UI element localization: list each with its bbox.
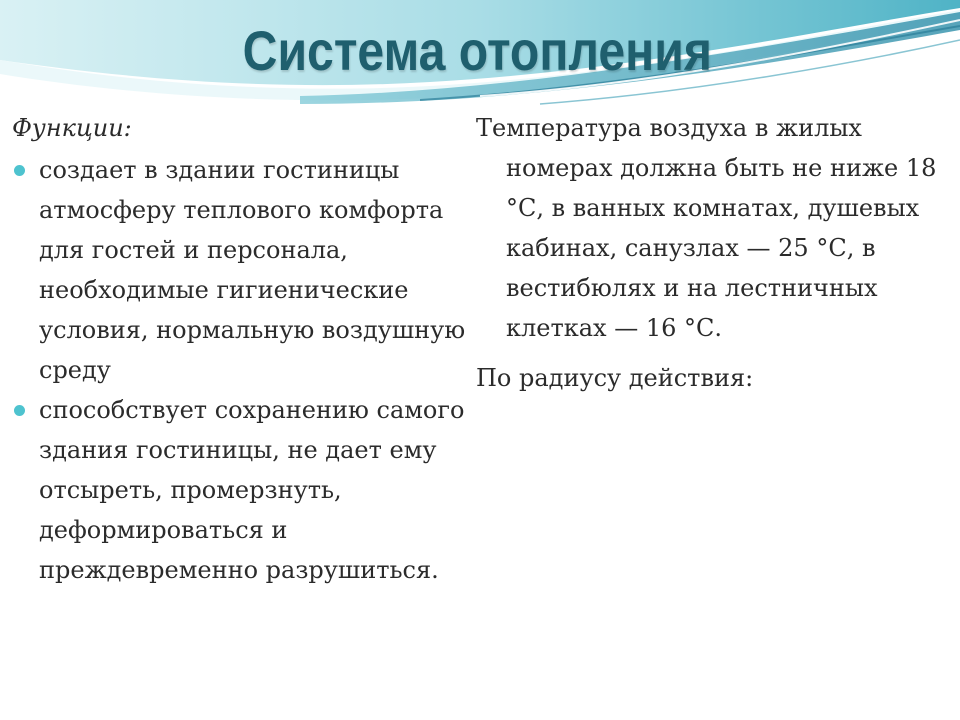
bullet-dot-icon <box>14 165 25 176</box>
radius-paragraph: По радиусу действия: <box>476 364 754 392</box>
functions-list <box>12 150 472 590</box>
functions-heading: Функции: <box>12 114 132 142</box>
functions-column <box>12 108 472 590</box>
bullet-text: способствует сохранению самого здания гостиницы, не дает ему отсыреть, промерзнуть, деформироваться и преждевременно разрушиться. <box>39 396 465 584</box>
bullet-dot-icon <box>14 405 25 416</box>
list-item <box>12 150 472 390</box>
slide-title: Система отопления <box>242 19 712 82</box>
list-item <box>12 390 472 590</box>
bullet-text: создает в здании гостиницы атмосферу теплового комфорта для гостей и персонала, необходимые гигиенические условия, нормальную воздушную среду <box>39 156 466 384</box>
temperature-paragraph: Температура воздуха в жилых номерах должна быть не ниже 18 °С, в ванных комнатах, душевых кабинах, санузлах — 25 °С, в вестибюлях и на лестничных клетках — 16 °С. <box>476 114 937 342</box>
temperature-column <box>476 108 954 398</box>
